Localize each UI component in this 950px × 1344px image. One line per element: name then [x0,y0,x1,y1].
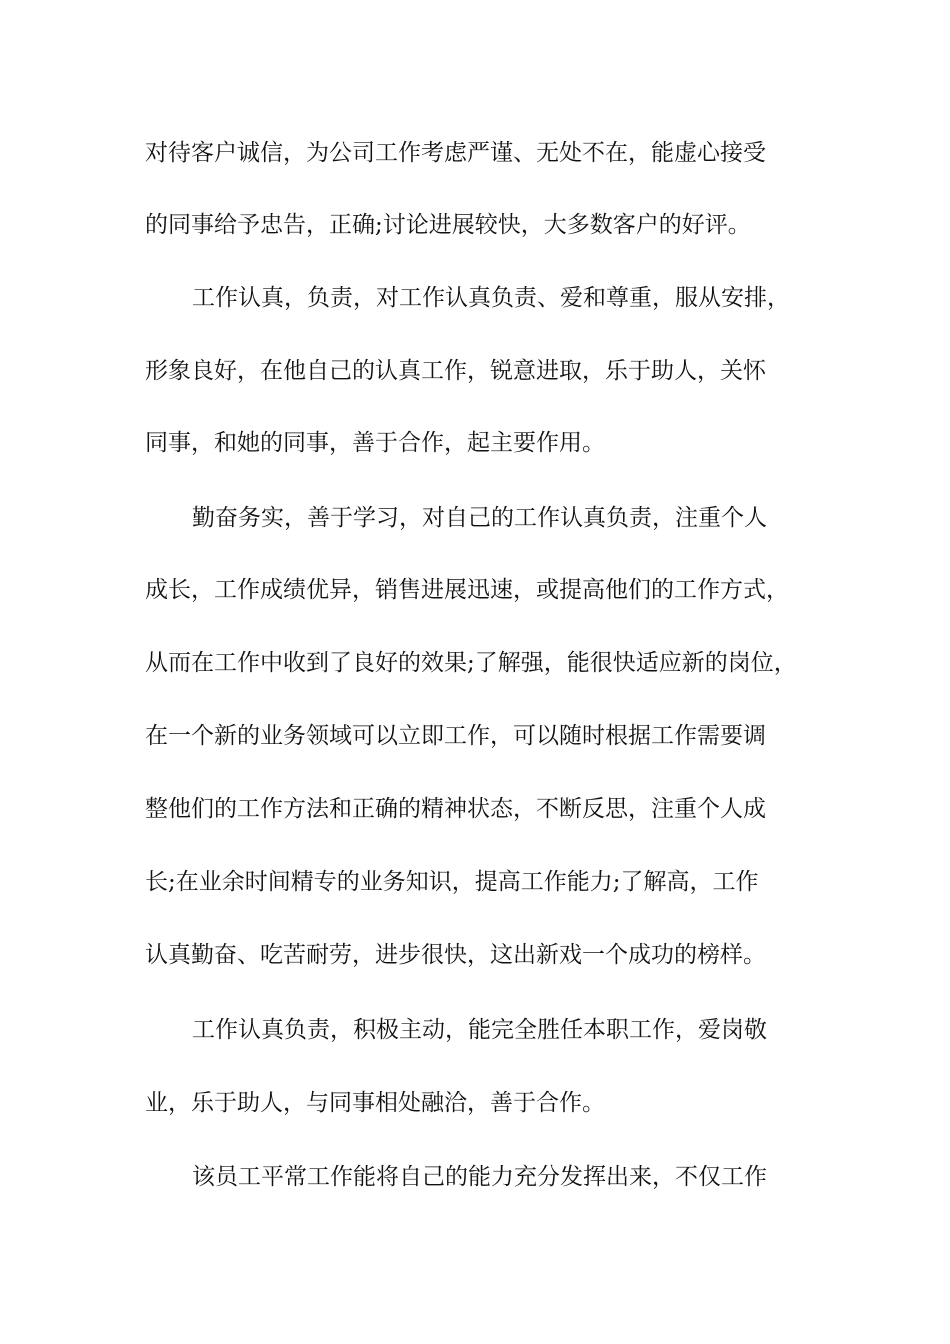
text-line: 成长，工作成绩优异，销售进展迅速，或提高他们的工作方式， [145,577,789,603]
paragraph-first-line: 该员工平常工作能将自己的能力充分发挥出来，不仅工作 [192,1164,767,1190]
text-line: 整他们的工作方法和正确的精神状态，不断反思，注重个人成 [145,796,766,822]
text-line: 认真勤奋、吃苦耐劳，进步很快，这出新戏一个成功的榜样。 [145,942,766,968]
text-line: 从而在工作中收到了良好的效果;了解强，能很快适应新的岗位， [145,650,797,676]
paragraph-first-line: 工作认真负责，积极主动，能完全胜任本职工作，爱岗敬 [192,1017,767,1043]
text-line: 业，乐于助人，与同事相处融洽，善于合作。 [145,1090,605,1116]
paragraph-first-line: 工作认真，负责，对工作认真负责、爱和尊重，服从安排， [192,285,790,311]
text-line: 同事，和她的同事，善于合作，起主要作用。 [145,430,605,456]
text-line: 对待客户诚信，为公司工作考虑严谨、无处不在，能虚心接受 [145,140,766,166]
text-line: 在一个新的业务领域可以立即工作，可以随时根据工作需要调 [145,723,766,749]
text-line: 形象良好，在他自己的认真工作，锐意进取，乐于助人，关怀 [145,358,766,384]
paragraph-first-line: 勤奋务实，善于学习，对自己的工作认真负责，注重个人 [192,505,767,531]
text-line: 长;在业余时间精专的业务知识，提高工作能力;了解高，工作 [145,869,759,895]
text-line: 的同事给予忠告，正确;讨论进展较快，大多数客户的好评。 [145,212,751,238]
